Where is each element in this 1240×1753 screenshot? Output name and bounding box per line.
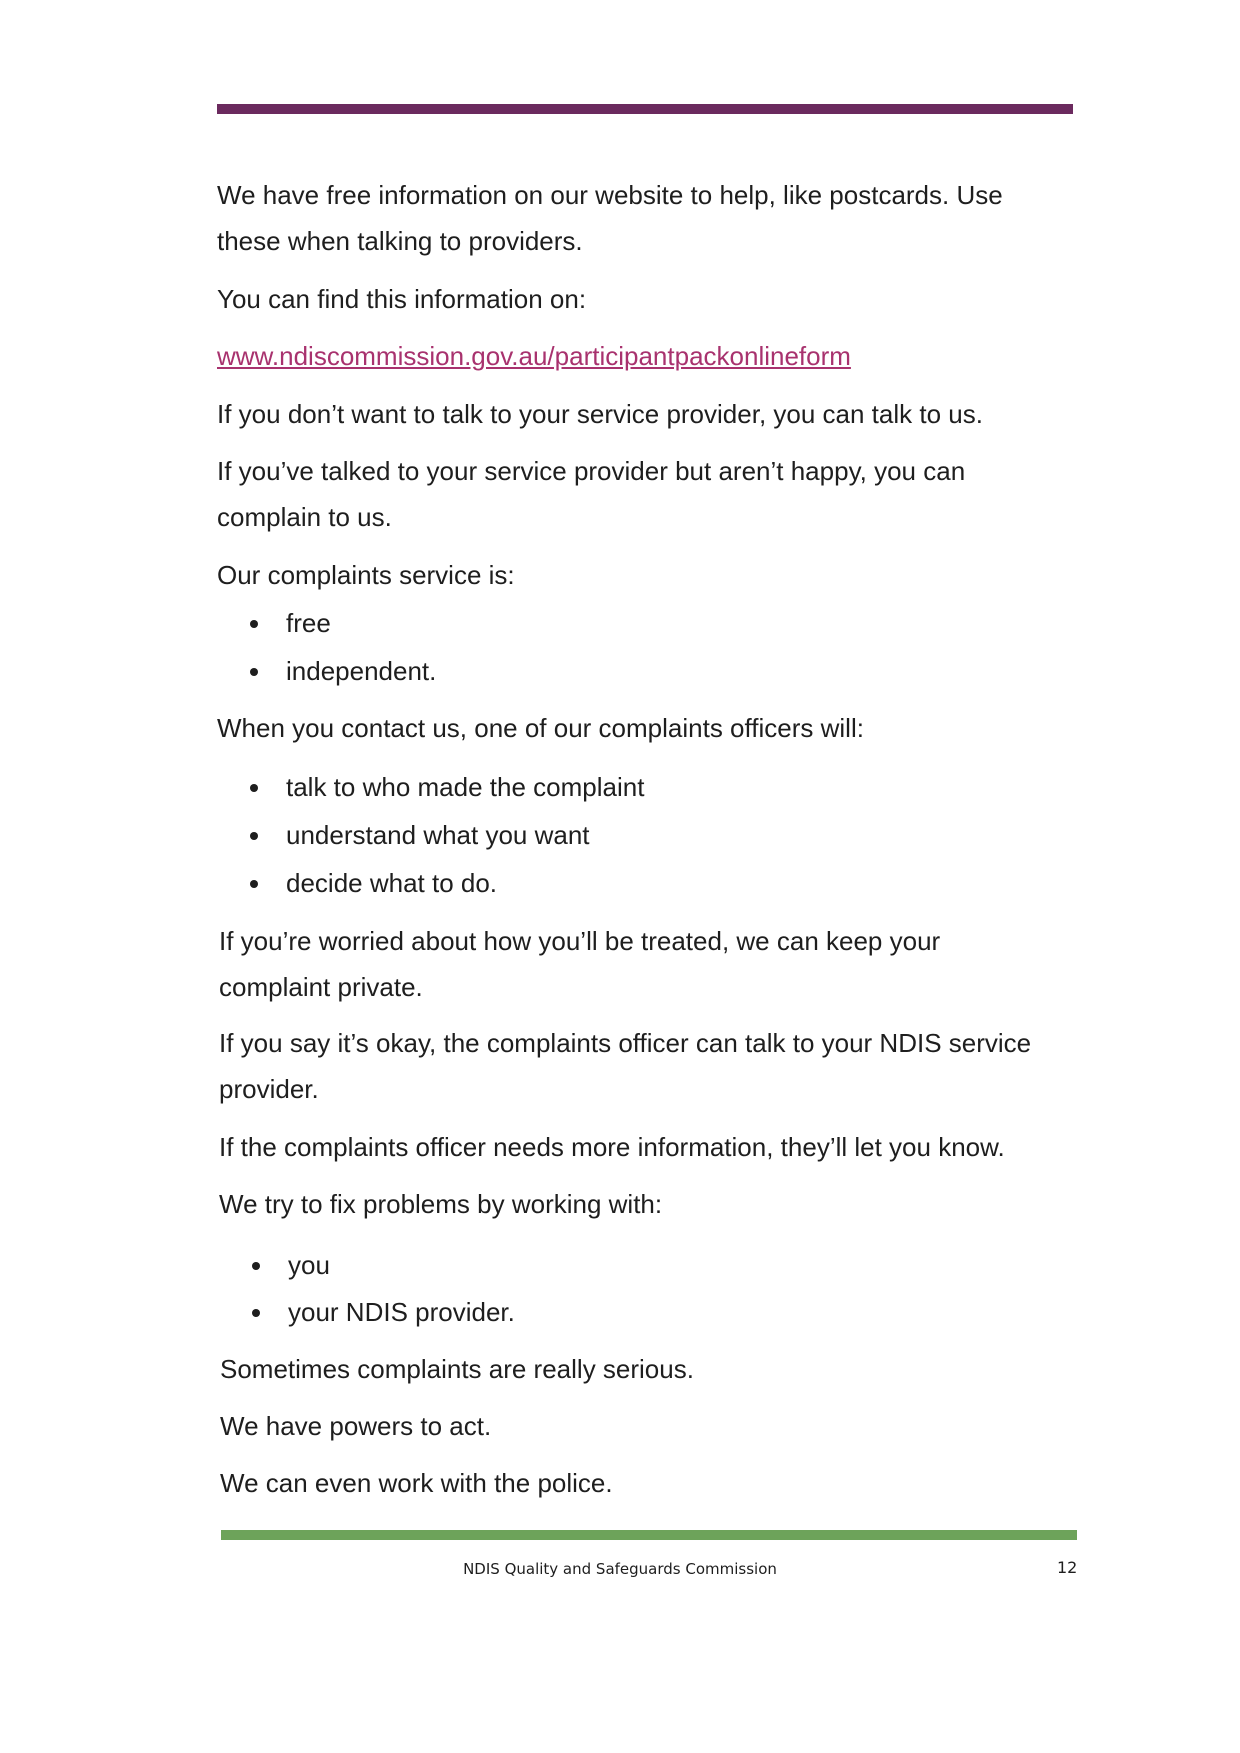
bullet-icon xyxy=(250,668,258,676)
paragraph-worried-line2: complaint private. xyxy=(219,972,423,1002)
page-number: 12 xyxy=(1057,1558,1078,1577)
paragraph-find-information: You can find this information on: xyxy=(217,284,587,314)
paragraph-say-okay-line2: provider. xyxy=(219,1074,319,1104)
bottom-divider xyxy=(221,1530,1077,1540)
bullet-icon xyxy=(252,1262,260,1270)
bullet-icon xyxy=(250,832,258,840)
paragraph-work-with-police: We can even work with the police. xyxy=(220,1468,613,1498)
paragraph-more-information: If the complaints officer needs more information, they’ll let you know. xyxy=(219,1132,1005,1162)
bullet-icon xyxy=(250,784,258,792)
paragraph-free-information-line1: We have free information on our website to help, like postcards. Use xyxy=(217,180,1003,210)
bullet-icon xyxy=(252,1309,260,1317)
paragraph-complaints-service: Our complaints service is: xyxy=(217,560,515,590)
bullet-icon xyxy=(250,620,258,628)
paragraph-working-with: We try to fix problems by working with: xyxy=(219,1189,663,1219)
top-divider xyxy=(217,104,1073,114)
paragraph-say-okay-line1: If you say it’s okay, the complaints officer can talk to your NDIS service xyxy=(219,1028,1032,1058)
paragraph-worried-line1: If you’re worried about how you’ll be treated, we can keep your xyxy=(219,926,941,956)
paragraph-complaints-officers: When you contact us, one of our complaints officers will: xyxy=(217,713,864,743)
paragraph-not-happy-line2: complain to us. xyxy=(217,502,392,532)
paragraph-talk-to-us: If you don’t want to talk to your service provider, you can talk to us. xyxy=(217,399,983,429)
participant-pack-link[interactable]: www.ndiscommission.gov.au/participantpackonlineform xyxy=(217,341,851,371)
footer-organisation: NDIS Quality and Safeguards Commission xyxy=(463,1560,777,1578)
paragraph-not-happy-line1: If you’ve talked to your service provider but aren’t happy, you can xyxy=(217,456,966,486)
paragraph-serious-complaints: Sometimes complaints are really serious. xyxy=(220,1354,694,1384)
paragraph-free-information-line2: these when talking to providers. xyxy=(217,226,583,256)
bullet-icon xyxy=(250,880,258,888)
paragraph-powers-to-act: We have powers to act. xyxy=(220,1411,492,1441)
